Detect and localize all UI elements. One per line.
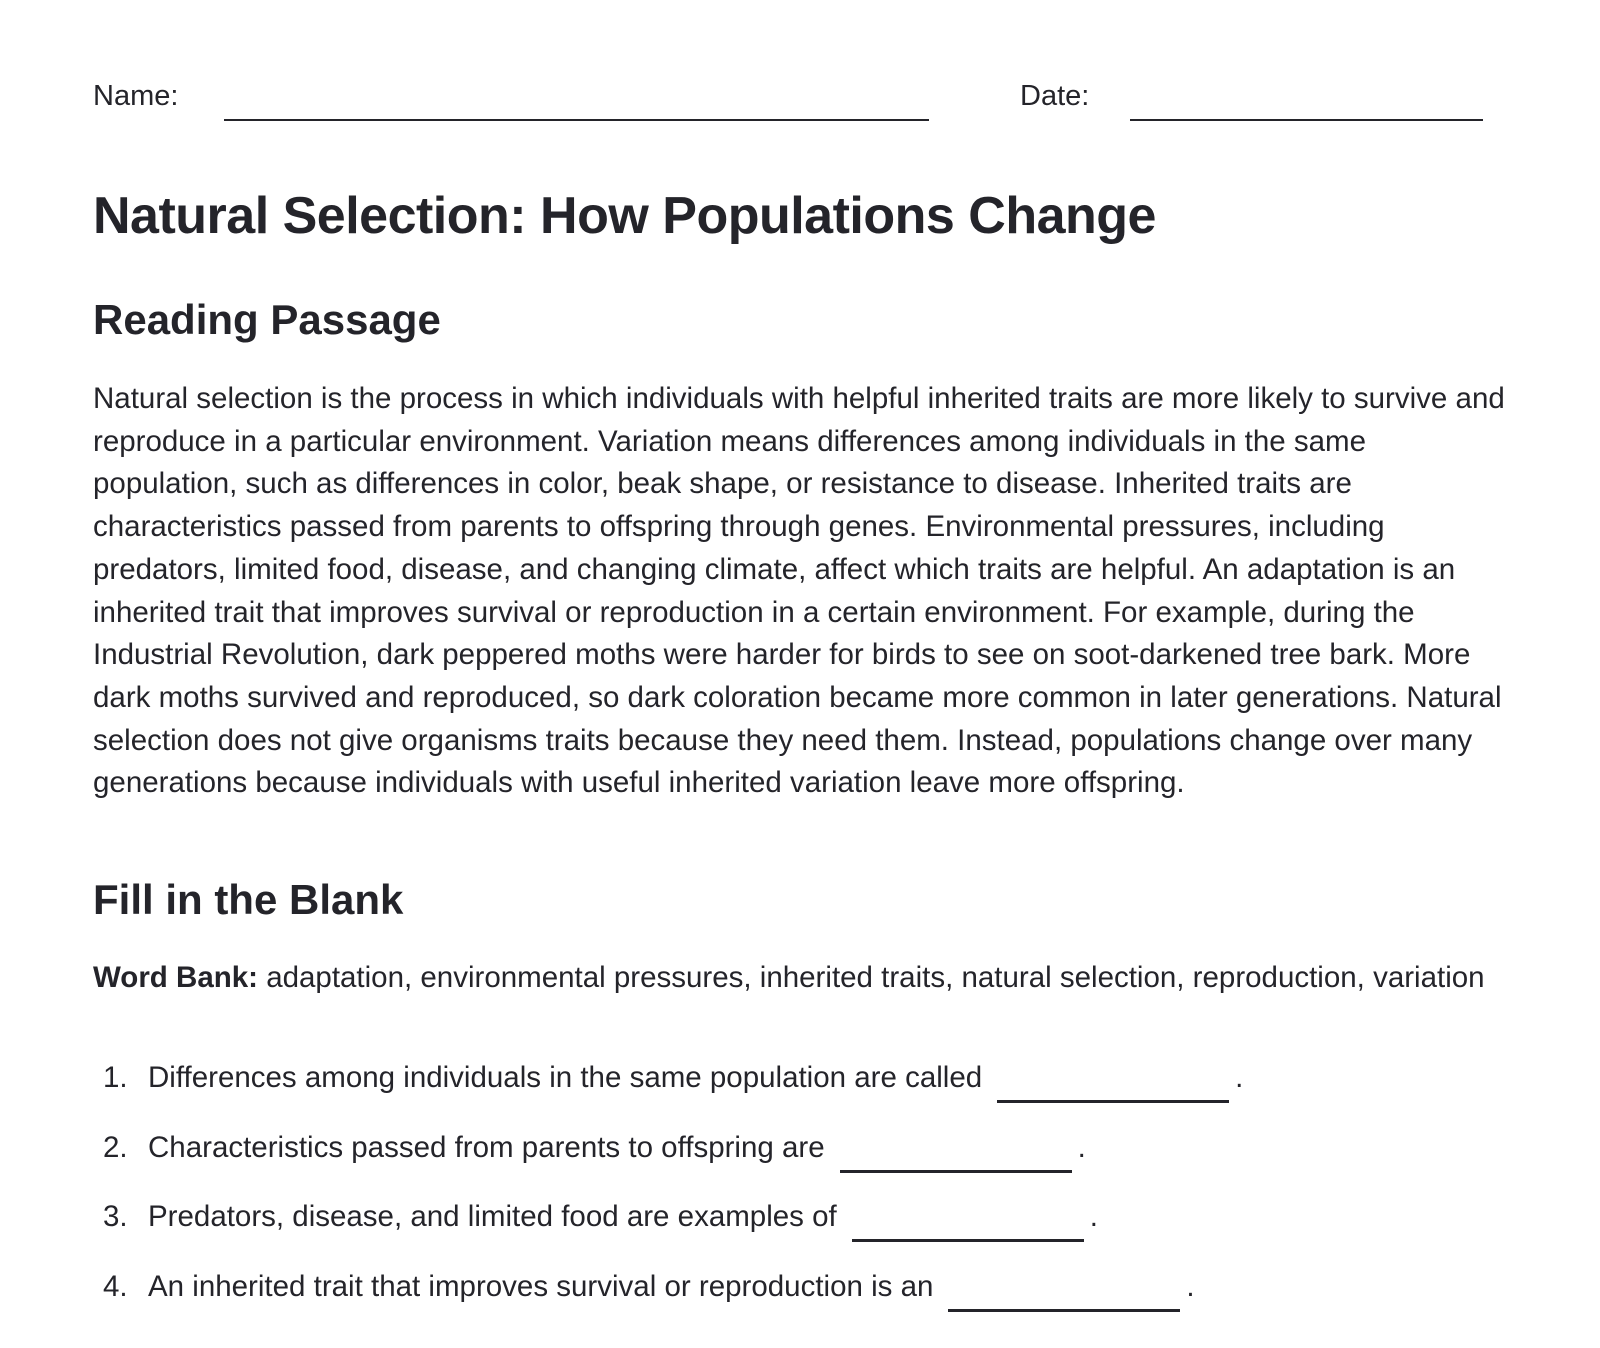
question-number: 3.	[103, 1200, 128, 1233]
answer-blank[interactable]	[997, 1100, 1229, 1103]
reading-passage-heading: Reading Passage	[93, 296, 441, 343]
answer-blank[interactable]	[852, 1239, 1084, 1242]
date-field[interactable]	[1130, 119, 1483, 121]
question-text: Predators, disease, and limited food are examples of	[148, 1200, 837, 1233]
question-number: 1.	[103, 1061, 128, 1094]
date-label: Date:	[1020, 80, 1090, 112]
answer-blank[interactable]	[840, 1170, 1072, 1173]
question-text: Differences among individuals in the same population are called	[148, 1061, 983, 1094]
question-end: .	[1235, 1061, 1244, 1094]
name-label: Name:	[93, 80, 179, 112]
question-text: Characteristics passed from parents to offspring are	[148, 1131, 825, 1164]
name-date-row	[93, 78, 1515, 124]
question-text: An inherited trait that improves survival or reproduction is an	[148, 1270, 934, 1303]
word-bank-label: Word Bank:	[93, 961, 258, 994]
question-end: .	[1089, 1200, 1098, 1233]
word-bank-words: adaptation, environmental pressures, inherited traits, natural selection, reproduction, variation	[258, 961, 1485, 994]
question-end: .	[1077, 1131, 1086, 1164]
page-title: Natural Selection: How Populations Change	[93, 187, 1156, 245]
name-field[interactable]	[224, 119, 929, 121]
answer-blank[interactable]	[948, 1309, 1180, 1312]
question-number: 2.	[103, 1131, 128, 1164]
fill-in-blank-heading: Fill in the Blank	[93, 876, 404, 923]
reading-passage-text: Natural selection is the process in which individuals with helpful inherited traits are more likely to survive and reproduce in a particular environment. Variation means differences among individuals in the same population, such as differences in color, beak shape, or resistance to disease. Inherited traits are characteristics passed from parents to offspring through genes. Environmental pressures, including predators, limited food, disease, and changing climate, affect which traits are helpful. An adaptation is an inherited trait that improves survival or reproduction in a certain environment. For example, during the Industrial Revolution, dark peppered moths were harder for birds to see on soot-darkened tree bark. More dark moths survived and reproduced, so dark coloration became more common in later generations. Natural selection does not give organisms traits because they need them. Instead, populations change over many generations because individuals with useful inherited variation leave more offspring.	[93, 382, 1505, 800]
question-end: .	[1186, 1270, 1195, 1303]
word-bank	[93, 956, 1515, 999]
question-number: 4.	[103, 1270, 128, 1303]
